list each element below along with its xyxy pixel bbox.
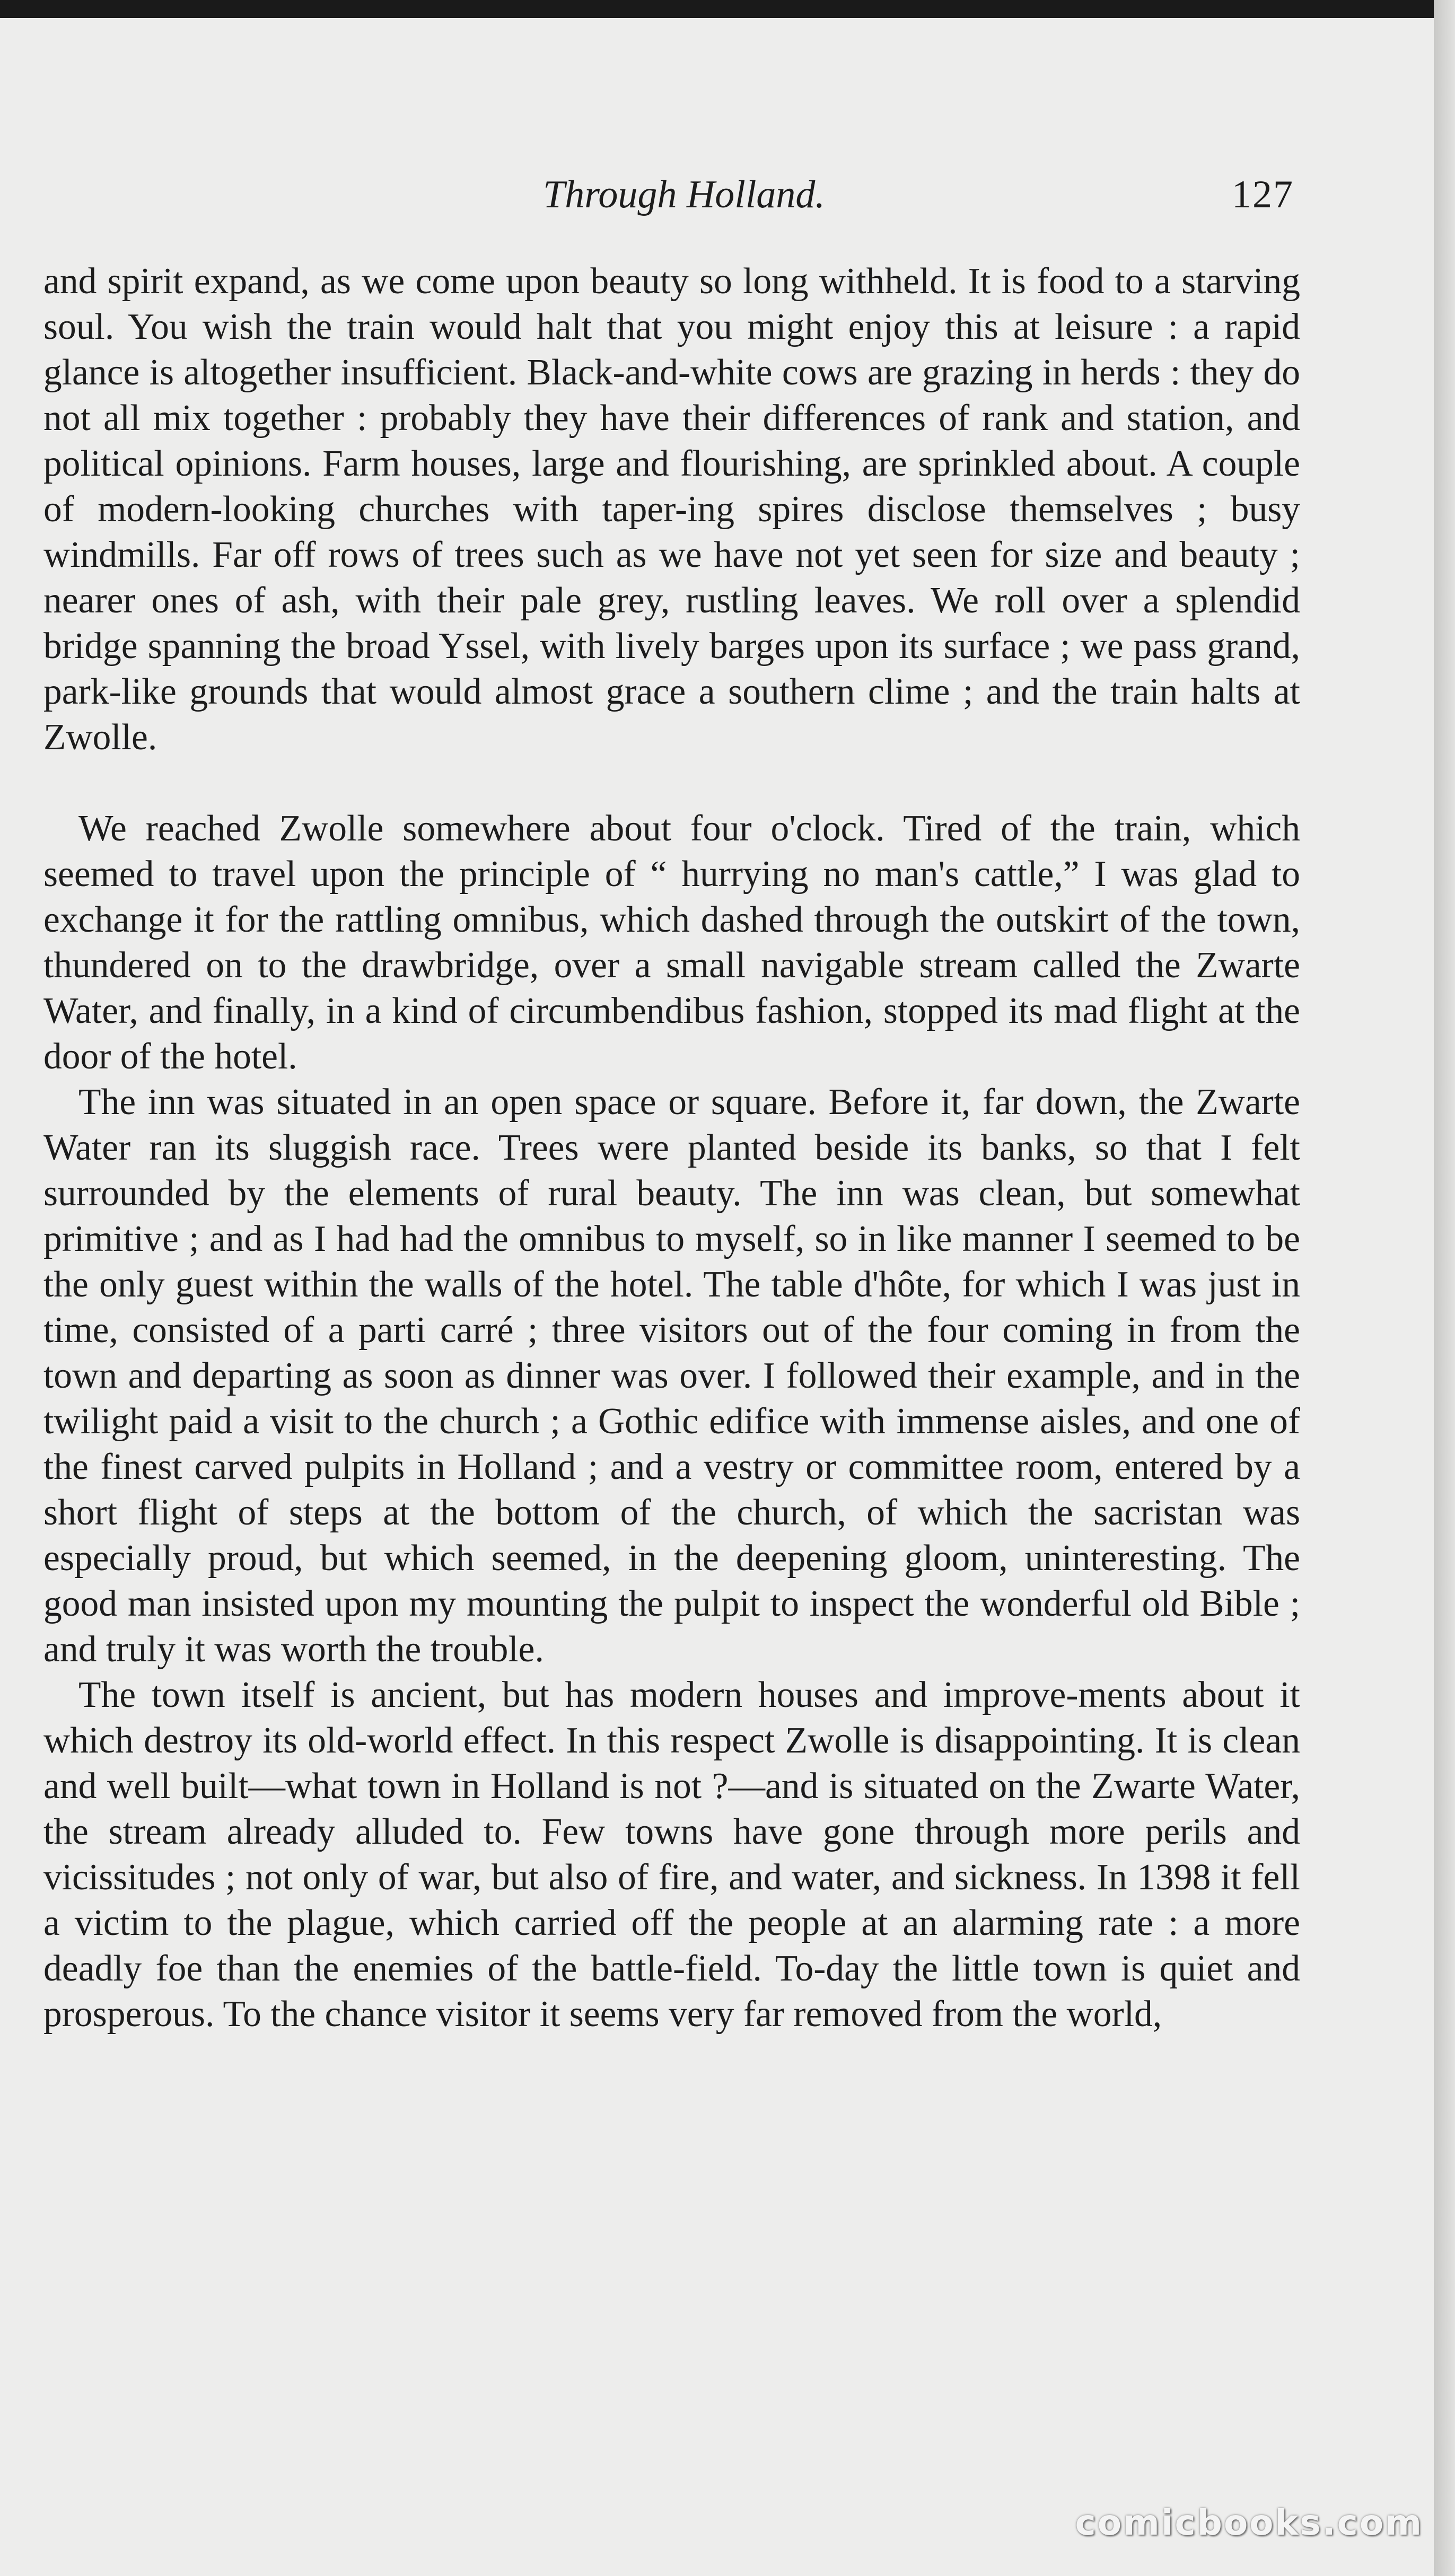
running-title: Through Holland. <box>543 173 825 216</box>
scan-right-edge <box>1434 0 1455 2576</box>
paragraph-4: The town itself is ancient, but has modern houses and improve-ments about it which destroy its old-world effect. In this respect Zwolle is disappointing. It is clean and well built—what town in Holland is not ?—and is situated on the Zwarte Water, the stream already alluded to. Few towns have gone through more perils and vicissitudes ; not only of war, but also of fire, and water, and sickness. In 1398 it fell a victim to the plague, which carried off the people at an alarming rate : a more deadly foe than the enemies of the battle-field. To-day the little town is quiet and prosperous. To the chance visitor it seems very far removed from the world, <box>43 1675 1300 2035</box>
site-watermark: comicbooks.com <box>1075 2502 1423 2543</box>
paragraph-1: and spirit expand, as we come upon beauty so long withheld. It is food to a starving soul. You wish the train would halt that you might enjoy this at leisure : a rapid glance is altogether insufficient. Black-and-white cows are grazing in herds : they do not all mix together : probably they have their differences of rank and station, and political opinions. Farm houses, large and flourishing, are sprinkled about. A couple of modern-looking churches with taper-ing spires disclose themselves ; busy windmills. Far off rows of trees such as we have not yet seen for size and beauty ; nearer ones of ash, with their pale grey, rustling leaves. We roll over a splendid bridge spanning the broad Yssel, with lively barges upon its surface ; we pass grand, park-like grounds that would almost grace a southern clime ; and the train halts at Zwolle. <box>43 261 1300 758</box>
page-header <box>74 171 1294 218</box>
paragraph-3: The inn was situated in an open space or square. Before it, far down, the Zwarte Water ran its sluggish race. Trees were planted beside its banks, so that I felt surrounded by the elements of rural beauty. The inn was clean, but somewhat primitive ; and as I had had the omnibus to myself, so in like manner I seemed to be the only guest within the walls of the hotel. The table d'hôte, for which I was just in time, consisted of a parti carré ; three visitors out of the four coming in from the town and departing as soon as dinner was over. I followed their example, and in the twilight paid a visit to the church ; a Gothic edifice with immense aisles, and one of the finest carved pulpits in Holland ; and a vestry or committee room, entered by a short flight of steps at the bottom of the church, of which the sacristan was especially proud, but which seemed, in the deepening gloom, uninteresting. The good man insisted upon my mounting the pulpit to inspect the wonderful old Bible ; and truly it was worth the trouble. <box>43 1082 1300 1670</box>
page-number: 127 <box>1232 173 1294 216</box>
scan-top-edge <box>0 0 1455 18</box>
paragraph-2: We reached Zwolle somewhere about four o'clock. Tired of the train, which seemed to travel upon the principle of “ hurrying no man's cattle,” I was glad to exchange it for the rattling omnibus, which dashed through the outskirt of the town, thundered on to the drawbridge, over a small navigable stream called the Zwarte Water, and finally, in a kind of circumbendibus fashion, stopped its mad flight at the door of the hotel. <box>43 808 1300 1077</box>
body-text <box>43 259 1300 2037</box>
